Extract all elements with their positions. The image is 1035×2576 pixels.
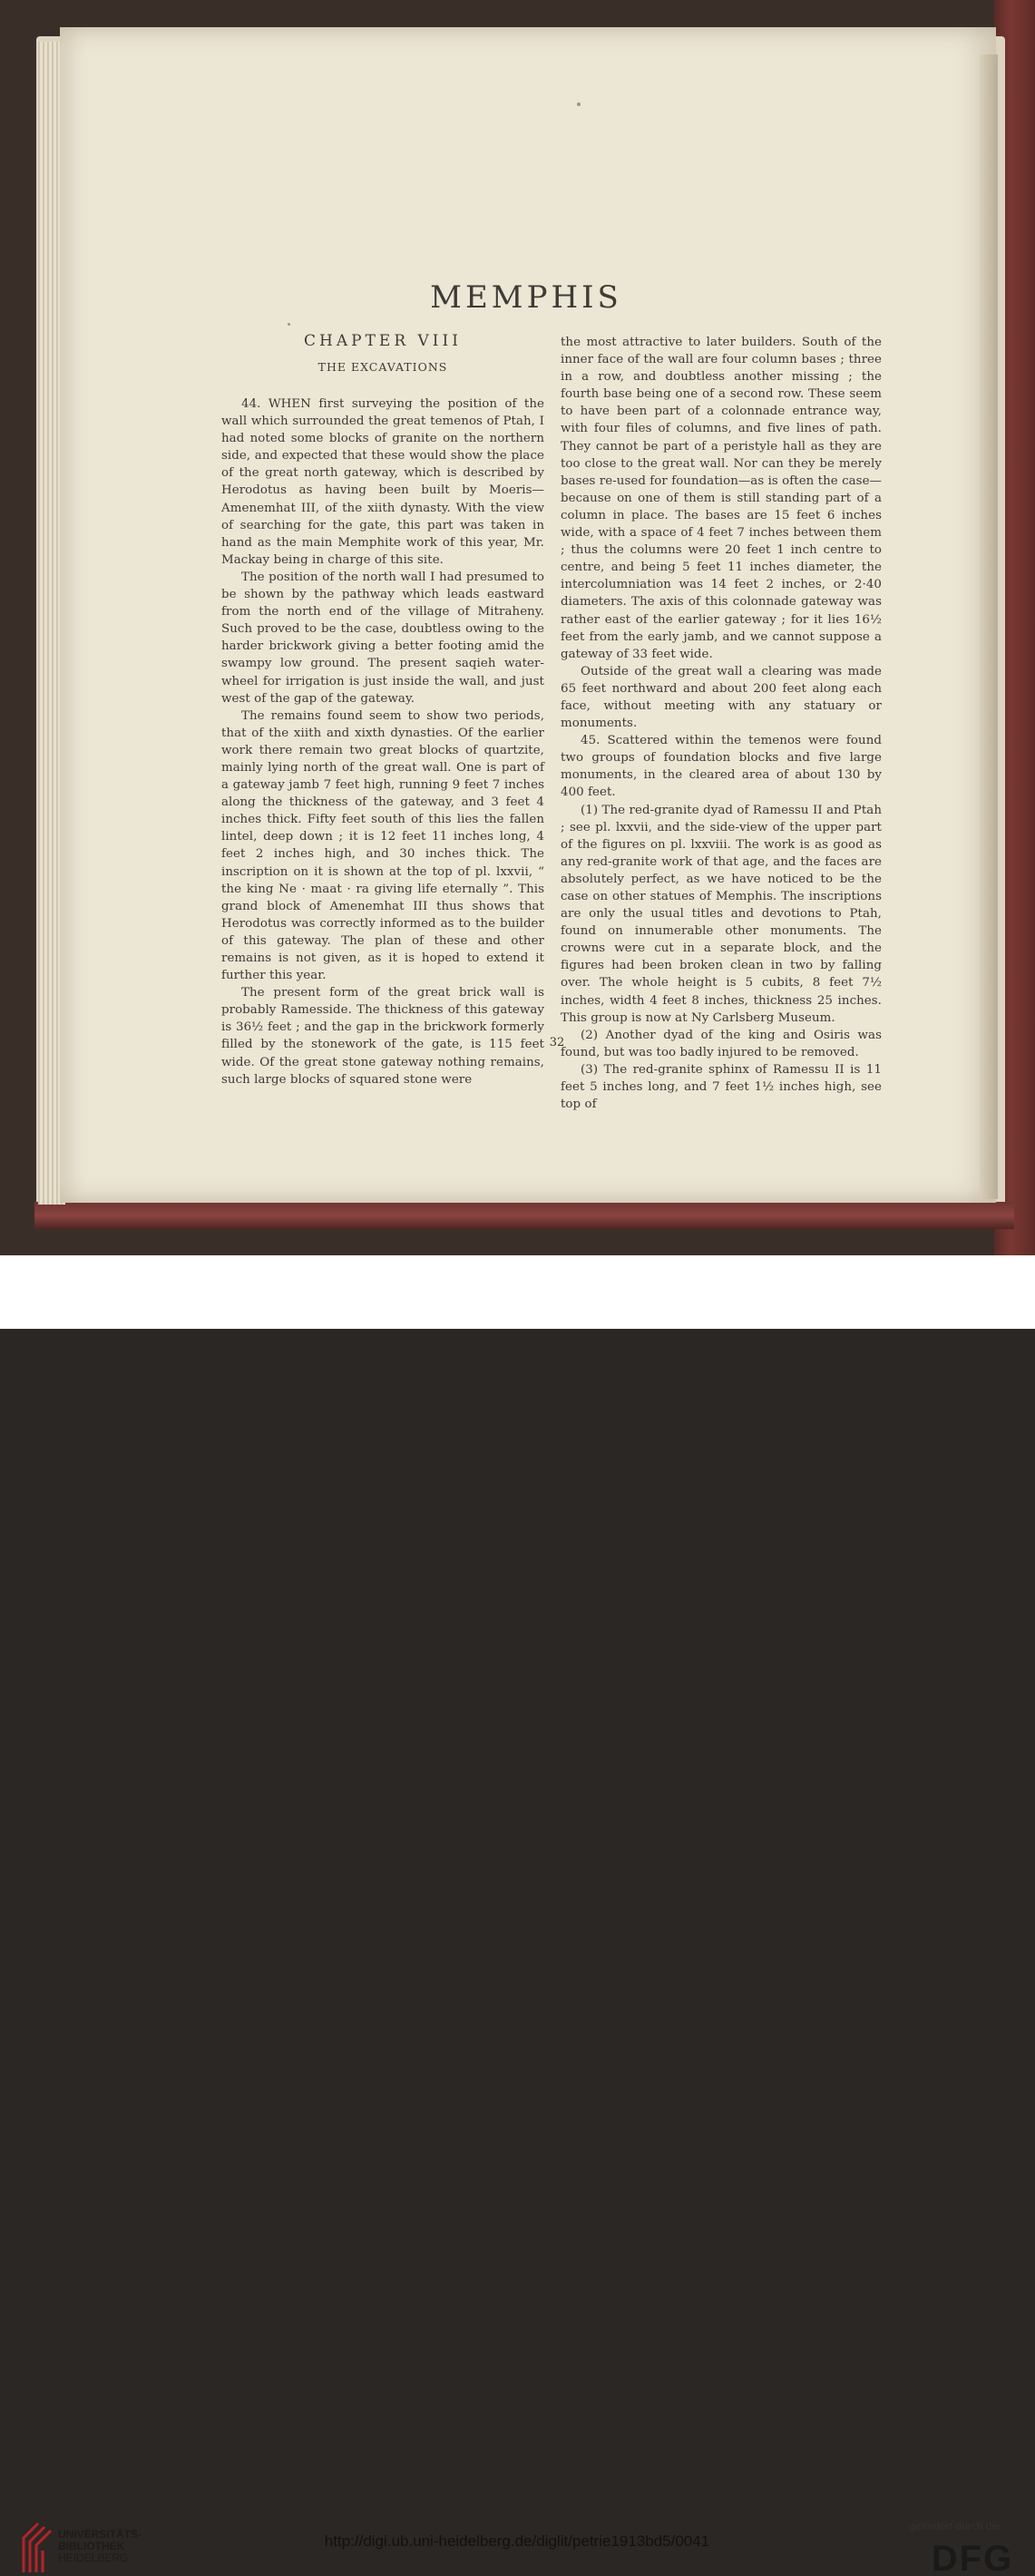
paragraph: The present form of the great brick wall is probably Ramesside. The thickness of this gateway is 36½ feet ; and the gap in the brickwork formerly filled by the stonework of the gate, is 115 feet wide. Of the great stone gateway nothing remains, such large blocks of squared stone were	[221, 986, 544, 1087]
paragraph: 45. Scattered within the temenos were found two groups of foundation blocks and five large monuments, in the cleared area of about 130 by 400 feet.	[561, 734, 882, 800]
paper-speck	[577, 102, 581, 106]
viewer-footer	[0, 1255, 1035, 2576]
page-title: MEMPHIS	[430, 279, 622, 316]
library-name-line: UNIVERSITÄTS-	[58, 2528, 142, 2541]
paragraph: The position of the north wall I had presumed to be shown by the pathway which leads eastward from the north end of the village of Mitraheny. Such proved to be the case, doubtless owing to the harder brickwork giving a better footing amid the swampy low ground. The present saqieh water-wheel for irrigation is just inside the wall, and just west of the gap of the gateway.	[221, 570, 544, 706]
paragraph: (3) The red-granite sphinx of Ramessu II is 11 feet 5 inches long, and 7 feet 1½ inches high, see top of	[561, 1062, 882, 1112]
dfg-logo-icon	[923, 2540, 1021, 2576]
book-cover-bottom	[34, 1202, 1014, 1229]
chapter-heading: CHAPTER VIII	[304, 332, 462, 350]
dfg-logo-text: DFG	[931, 2540, 1014, 2576]
paragraph: 44. WHEN first surveying the position of the wall which surrounded the great temenos of Ptah, I had noted some blocks of granite on the northern side, and expected that these would show the place of the great north gateway, which is described by Herodotus as having been built by Moeris—Amenemhat III, of the xiith dynasty. With the view of searching for the gate, this part was taken in hand as the main Memphite work of this year, Mr. Mackay being in charge of this site.	[221, 397, 544, 567]
paragraph: (1) The red-granite dyad of Ramessu II and Ptah ; see pl. lxxvii, and the side-view of the upper part of the figures on pl. lxxviii. The work is as good as any red-granite work of that age, and the faces are absolutely perfect, as we have noticed to be the case on other statues of Memphis. The inscriptions are only the usual titles and devotions to Ptah, found on innumerable other monuments. The crowns were cut in a separate block, and the figures had been broken clean in two by falling over. The whole height is 5 cubits, 8 feet 7½ inches, width 4 feet 8 inches, thickness 25 inches. This group is now at Ny Carlsberg Museum.	[561, 803, 882, 1025]
paragraph: the most attractive to later builders. South of the inner face of the wall are four column bases ; three in a row, and doubtless another missing ; the fourth base being one of a second row. These seem to have been part of a colonnade entrance way, with four files of columns, and five lines of path. They cannot be part of a peristyle hall as they are too close to the great wall. Nor can they be merely bases re-used for foundation—as is often the case—because on one of them is still standing part of a column in place. The bases are 15 feet 6 inches wide, with a space of 4 feet 7 inches between them ; thus the columns were 20 feet 1 inch centre to centre, and being 5 feet 11 inches diameter, the intercolumniation was 14 feet 2 inches, or 2·40 diameters. The axis of this colonnade gateway was rather east of the earlier gateway ; for it lies 16½ feet from the early jamb, and we cannot suppose a gateway of 33 feet wide.	[561, 336, 882, 661]
library-name-line: BIBLIOTHEK	[58, 2540, 125, 2552]
university-library-logo-icon	[20, 2520, 53, 2576]
section-heading: THE EXCAVATIONS	[317, 360, 448, 374]
page-right-edge	[980, 54, 998, 1199]
paragraph: (2) Another dyad of the king and Osiris was found, but was too badly injured to be removed.	[561, 1028, 882, 1059]
paragraph: Outside of the great wall a clearing was made 65 feet northward and about 200 feet along each face, without meeting with any statuary or monuments.	[561, 664, 882, 731]
book-scan	[0, 0, 1035, 1255]
funding-label: gefördert durch die	[909, 2520, 1001, 2532]
left-column	[221, 395, 544, 1088]
page-number: 32	[549, 1036, 565, 1049]
permalink-url[interactable]: http://digi.ub.uni-heidelberg.de/diglit/petrie1913bd5/0041	[324, 2532, 710, 2550]
library-name-line: HEIDELBERG	[58, 2552, 129, 2564]
paragraph: The remains found seem to show two periods, that of the xiith and xixth dynasties. Of the earlier work there remain two great blocks of quartzite, mainly lying north of the great wall. One is part of a gateway jamb 7 feet high, running 9 feet 7 inches along the thickness of the gateway, and 3 feet 4 inches thick. Fifty feet south of this lies the fallen lintel, deep down ; it is 12 feet 11 inches long, 4 feet 2 inches high, and 30 inches thick. The inscription on it is shown at the top of pl. lxxvii, “ the king Ne · maat · ra giving life eternally ”. This grand block of Amenemhat III thus shows that Herodotus was correctly informed as to the builder of this gateway. The plan of these and other remains is not given, as it is hoped to extend it further this year.	[221, 708, 544, 983]
paper-speck	[288, 323, 290, 326]
library-name	[58, 2529, 142, 2564]
right-column	[561, 334, 882, 1113]
